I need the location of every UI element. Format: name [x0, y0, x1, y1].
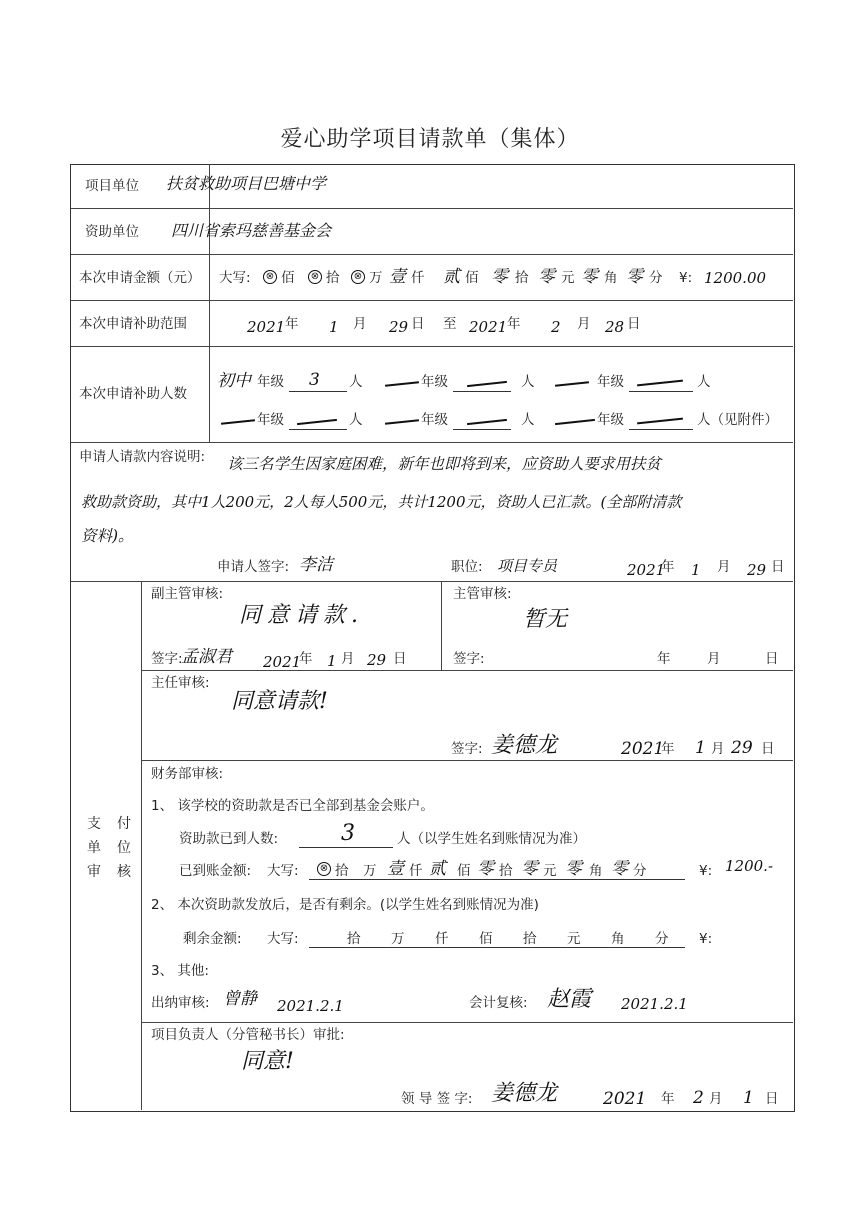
- finance-q2: 2、 本次资助款发放后，是否有剩余。(以学生姓名到账情况为准): [151, 897, 539, 913]
- amount-digit-4: 贰: [443, 267, 460, 287]
- side-char: 核: [117, 864, 131, 880]
- remain-unit: 拾: [523, 931, 537, 947]
- ri-label: 日: [393, 651, 407, 667]
- arrived-people-label: 资助款已到人数:: [179, 831, 279, 847]
- accountant-signature: 赵霞: [547, 987, 592, 1012]
- leader-signature: 姜德龙: [491, 1081, 558, 1106]
- request-form: [70, 164, 795, 1112]
- period-end-year: 2021: [469, 318, 508, 336]
- deputy-day: 29: [367, 651, 387, 669]
- amount-unit: 佰: [465, 270, 479, 286]
- nian-label: 年: [507, 316, 521, 332]
- yue-label: 月: [709, 1091, 723, 1107]
- director-year: 2021: [621, 739, 665, 759]
- nian-label: 年: [657, 651, 671, 667]
- yue-label: 月: [707, 651, 721, 667]
- grade-word: 年级: [257, 374, 284, 390]
- grade-word: 年级: [597, 374, 624, 390]
- manager-comment: 暂无: [523, 607, 568, 632]
- amount-daxie-label: 大写:: [219, 270, 251, 286]
- arrived-digit-0: ⊗: [317, 862, 331, 876]
- grade-word: 年级: [257, 412, 284, 428]
- yue-label: 月: [341, 651, 355, 667]
- director-signature: 姜德龙: [491, 733, 558, 758]
- period-start-month: 1: [329, 318, 339, 336]
- project-unit-label: 项目单位: [85, 178, 139, 194]
- side-char: 单: [87, 840, 101, 856]
- arrived-people-value: 3: [341, 821, 355, 846]
- cashier-label: 出纳审核:: [151, 995, 210, 1011]
- arrived-digit-5: 零: [565, 859, 582, 879]
- headcount-label: 本次申请补助人数: [79, 386, 187, 402]
- arrived-unit: 万: [363, 863, 377, 879]
- people-word: 人: [349, 412, 363, 428]
- position-value: 项目专员: [497, 557, 558, 575]
- zhi-label: 至: [443, 316, 457, 332]
- director-month: 1: [695, 738, 706, 758]
- manager-review-label: 主管审核:: [453, 586, 512, 602]
- remain-unit: 万: [391, 931, 405, 947]
- amount-digit-2: ⊗: [351, 270, 365, 284]
- applicant-day: 29: [747, 561, 767, 579]
- director-comment: 同意请款!: [231, 689, 328, 714]
- ri-label: 日: [771, 559, 785, 575]
- remain-unit: 元: [567, 931, 581, 947]
- arrived-people-note: 人（以学生姓名到账情况为准）: [397, 831, 586, 847]
- attachment-note: 人（见附件）: [697, 412, 778, 428]
- nian-label: 年: [661, 559, 675, 575]
- nian-label: 年: [285, 316, 299, 332]
- amount-digit-7: 零: [581, 267, 598, 287]
- applicant-year: 2021: [627, 561, 666, 579]
- amount-digit-0: ⊗: [263, 270, 277, 284]
- explanation-line-3: 资料)。: [81, 527, 134, 545]
- amount-unit: 分: [649, 270, 663, 286]
- amount-unit: 佰: [281, 270, 295, 286]
- people-word: 人: [349, 374, 363, 390]
- manager-sign-label: 签字:: [453, 651, 485, 667]
- leader-day: 1: [743, 1088, 754, 1108]
- leader-sign-label: 领 导 签 字:: [401, 1091, 473, 1107]
- side-char: 支: [87, 816, 101, 832]
- deputy-sign-label: 签字:: [151, 651, 183, 667]
- remain-unit: 分: [655, 931, 669, 947]
- amount-unit: 元: [561, 270, 575, 286]
- side-char: 付: [117, 816, 131, 832]
- people-word: 人: [521, 412, 535, 428]
- arrived-unit: 佰: [457, 863, 471, 879]
- period-label: 本次申请补助范围: [79, 316, 187, 332]
- remain-unit: 仟: [435, 931, 449, 947]
- applicant-signature: 李洁: [299, 555, 333, 575]
- period-start-day: 29: [389, 318, 409, 336]
- amount-yen-label: ¥:: [679, 270, 693, 286]
- remain-unit: 拾: [347, 931, 361, 947]
- arrived-daxie-label: 大写:: [267, 863, 299, 879]
- funding-unit-label: 资助单位: [85, 224, 139, 240]
- accountant-date: 2021.2.1: [621, 995, 688, 1013]
- deputy-comment: 同意请款.: [239, 603, 364, 628]
- yue-label: 月: [577, 316, 591, 332]
- cashier-date: 2021.2.1: [277, 997, 344, 1015]
- director-day: 29: [731, 738, 753, 758]
- arrived-digit-4: 零: [521, 859, 538, 879]
- grade-word: 年级: [421, 412, 448, 428]
- arrived-unit: 拾: [499, 863, 513, 879]
- arrived-unit: 仟: [409, 863, 423, 879]
- ri-label: 日: [765, 1091, 779, 1107]
- applicant-sign-label: 申请人签字:: [217, 559, 290, 575]
- funding-unit-value: 四川省索玛慈善基金会: [171, 221, 332, 240]
- yue-label: 月: [711, 741, 725, 757]
- finance-q1: 1、 该学校的资助款是否已全部到基金会账户。: [151, 798, 434, 814]
- amount-digit-1: ⊗: [308, 270, 322, 284]
- amount-yen-value: 1200.00: [704, 269, 767, 287]
- grade-word: 年级: [421, 374, 448, 390]
- explanation-line-1: 该三名学生因家庭困难，新年也即将到来，应资助人要求用扶贫: [227, 455, 662, 473]
- deputy-review-label: 副主管审核:: [151, 586, 224, 602]
- period-start-year: 2021: [247, 318, 286, 336]
- amount-unit: 角: [604, 270, 618, 286]
- director-sign-label: 签字:: [451, 741, 483, 757]
- amount-unit: 仟: [411, 270, 425, 286]
- amount-unit: 拾: [515, 270, 529, 286]
- amount-digit-8: 零: [626, 267, 643, 287]
- amount-digit-3: 壹: [389, 267, 406, 287]
- amount-digit-5: 零: [491, 267, 508, 287]
- arrived-digit-6: 零: [611, 859, 628, 879]
- yue-label: 月: [717, 559, 731, 575]
- arrived-amount-label: 已到账金额:: [179, 863, 252, 879]
- remain-unit: 角: [611, 931, 625, 947]
- remain-yen-label: ¥:: [699, 931, 713, 947]
- cashier-signature: 曾静: [223, 989, 257, 1009]
- accountant-label: 会计复核:: [469, 995, 528, 1011]
- explanation-line-2: 救助款资助，其中1人200元，2人每人500元，共计1200元，资助人已汇款。(全部附清款: [81, 493, 682, 511]
- explanation-label: 申请人请款内容说明:: [79, 449, 206, 465]
- approval-label: 项目负责人（分管秘书长）审批:: [151, 1027, 345, 1043]
- leader-year: 2021: [603, 1089, 647, 1109]
- director-review-label: 主任审核:: [151, 675, 210, 691]
- arrived-unit: 分: [633, 863, 647, 879]
- arrived-digit-2: 贰: [429, 859, 446, 879]
- deputy-month: 1: [327, 652, 337, 670]
- approval-comment: 同意!: [241, 1049, 294, 1074]
- position-label: 职位:: [451, 559, 483, 575]
- amount-digit-6: 零: [538, 267, 555, 287]
- finance-review-label: 财务部审核:: [151, 766, 224, 782]
- arrived-unit: 元: [543, 863, 557, 879]
- period-end-month: 2: [551, 318, 561, 336]
- people-word: 人: [521, 374, 535, 390]
- grade-word: 年级: [597, 412, 624, 428]
- project-unit-value: 扶贫救助项目巴塘中学: [166, 174, 327, 193]
- headcount-grade-1: 初中: [217, 371, 251, 391]
- arrived-unit: 拾: [335, 863, 349, 879]
- yue-label: 月: [353, 316, 367, 332]
- headcount-count-1: 3: [309, 370, 320, 390]
- nian-label: 年: [661, 741, 675, 757]
- amount-unit: 拾: [326, 270, 340, 286]
- leader-month: 2: [693, 1088, 704, 1108]
- remain-unit: 佰: [479, 931, 493, 947]
- finance-q3: 3、 其他:: [151, 963, 209, 979]
- side-char: 审: [87, 864, 101, 880]
- nian-label: 年: [299, 651, 313, 667]
- ri-label: 日: [627, 316, 641, 332]
- remain-label: 剩余金额:: [183, 931, 242, 947]
- nian-label: 年: [661, 1091, 675, 1107]
- ri-label: 日: [765, 651, 779, 667]
- amount-unit: 万: [369, 270, 383, 286]
- ri-label: 日: [761, 741, 775, 757]
- amount-label: 本次申请金额（元）: [79, 270, 201, 286]
- arrived-digit-1: 壹: [387, 859, 404, 879]
- ri-label: 日: [411, 316, 425, 332]
- arrived-unit: 角: [589, 863, 603, 879]
- deputy-signature: 孟淑君: [181, 647, 232, 667]
- form-title: 爱心助学项目请款单（集体）: [280, 127, 580, 152]
- applicant-month: 1: [691, 561, 701, 579]
- side-char: 位: [117, 840, 131, 856]
- people-word: 人: [697, 374, 711, 390]
- arrived-yen-label: ¥:: [699, 863, 713, 879]
- arrived-yen-value: 1200.-: [725, 857, 774, 875]
- remain-daxie-label: 大写:: [267, 931, 299, 947]
- deputy-year: 2021: [263, 653, 302, 671]
- arrived-digit-3: 零: [477, 859, 494, 879]
- period-end-day: 28: [605, 318, 625, 336]
